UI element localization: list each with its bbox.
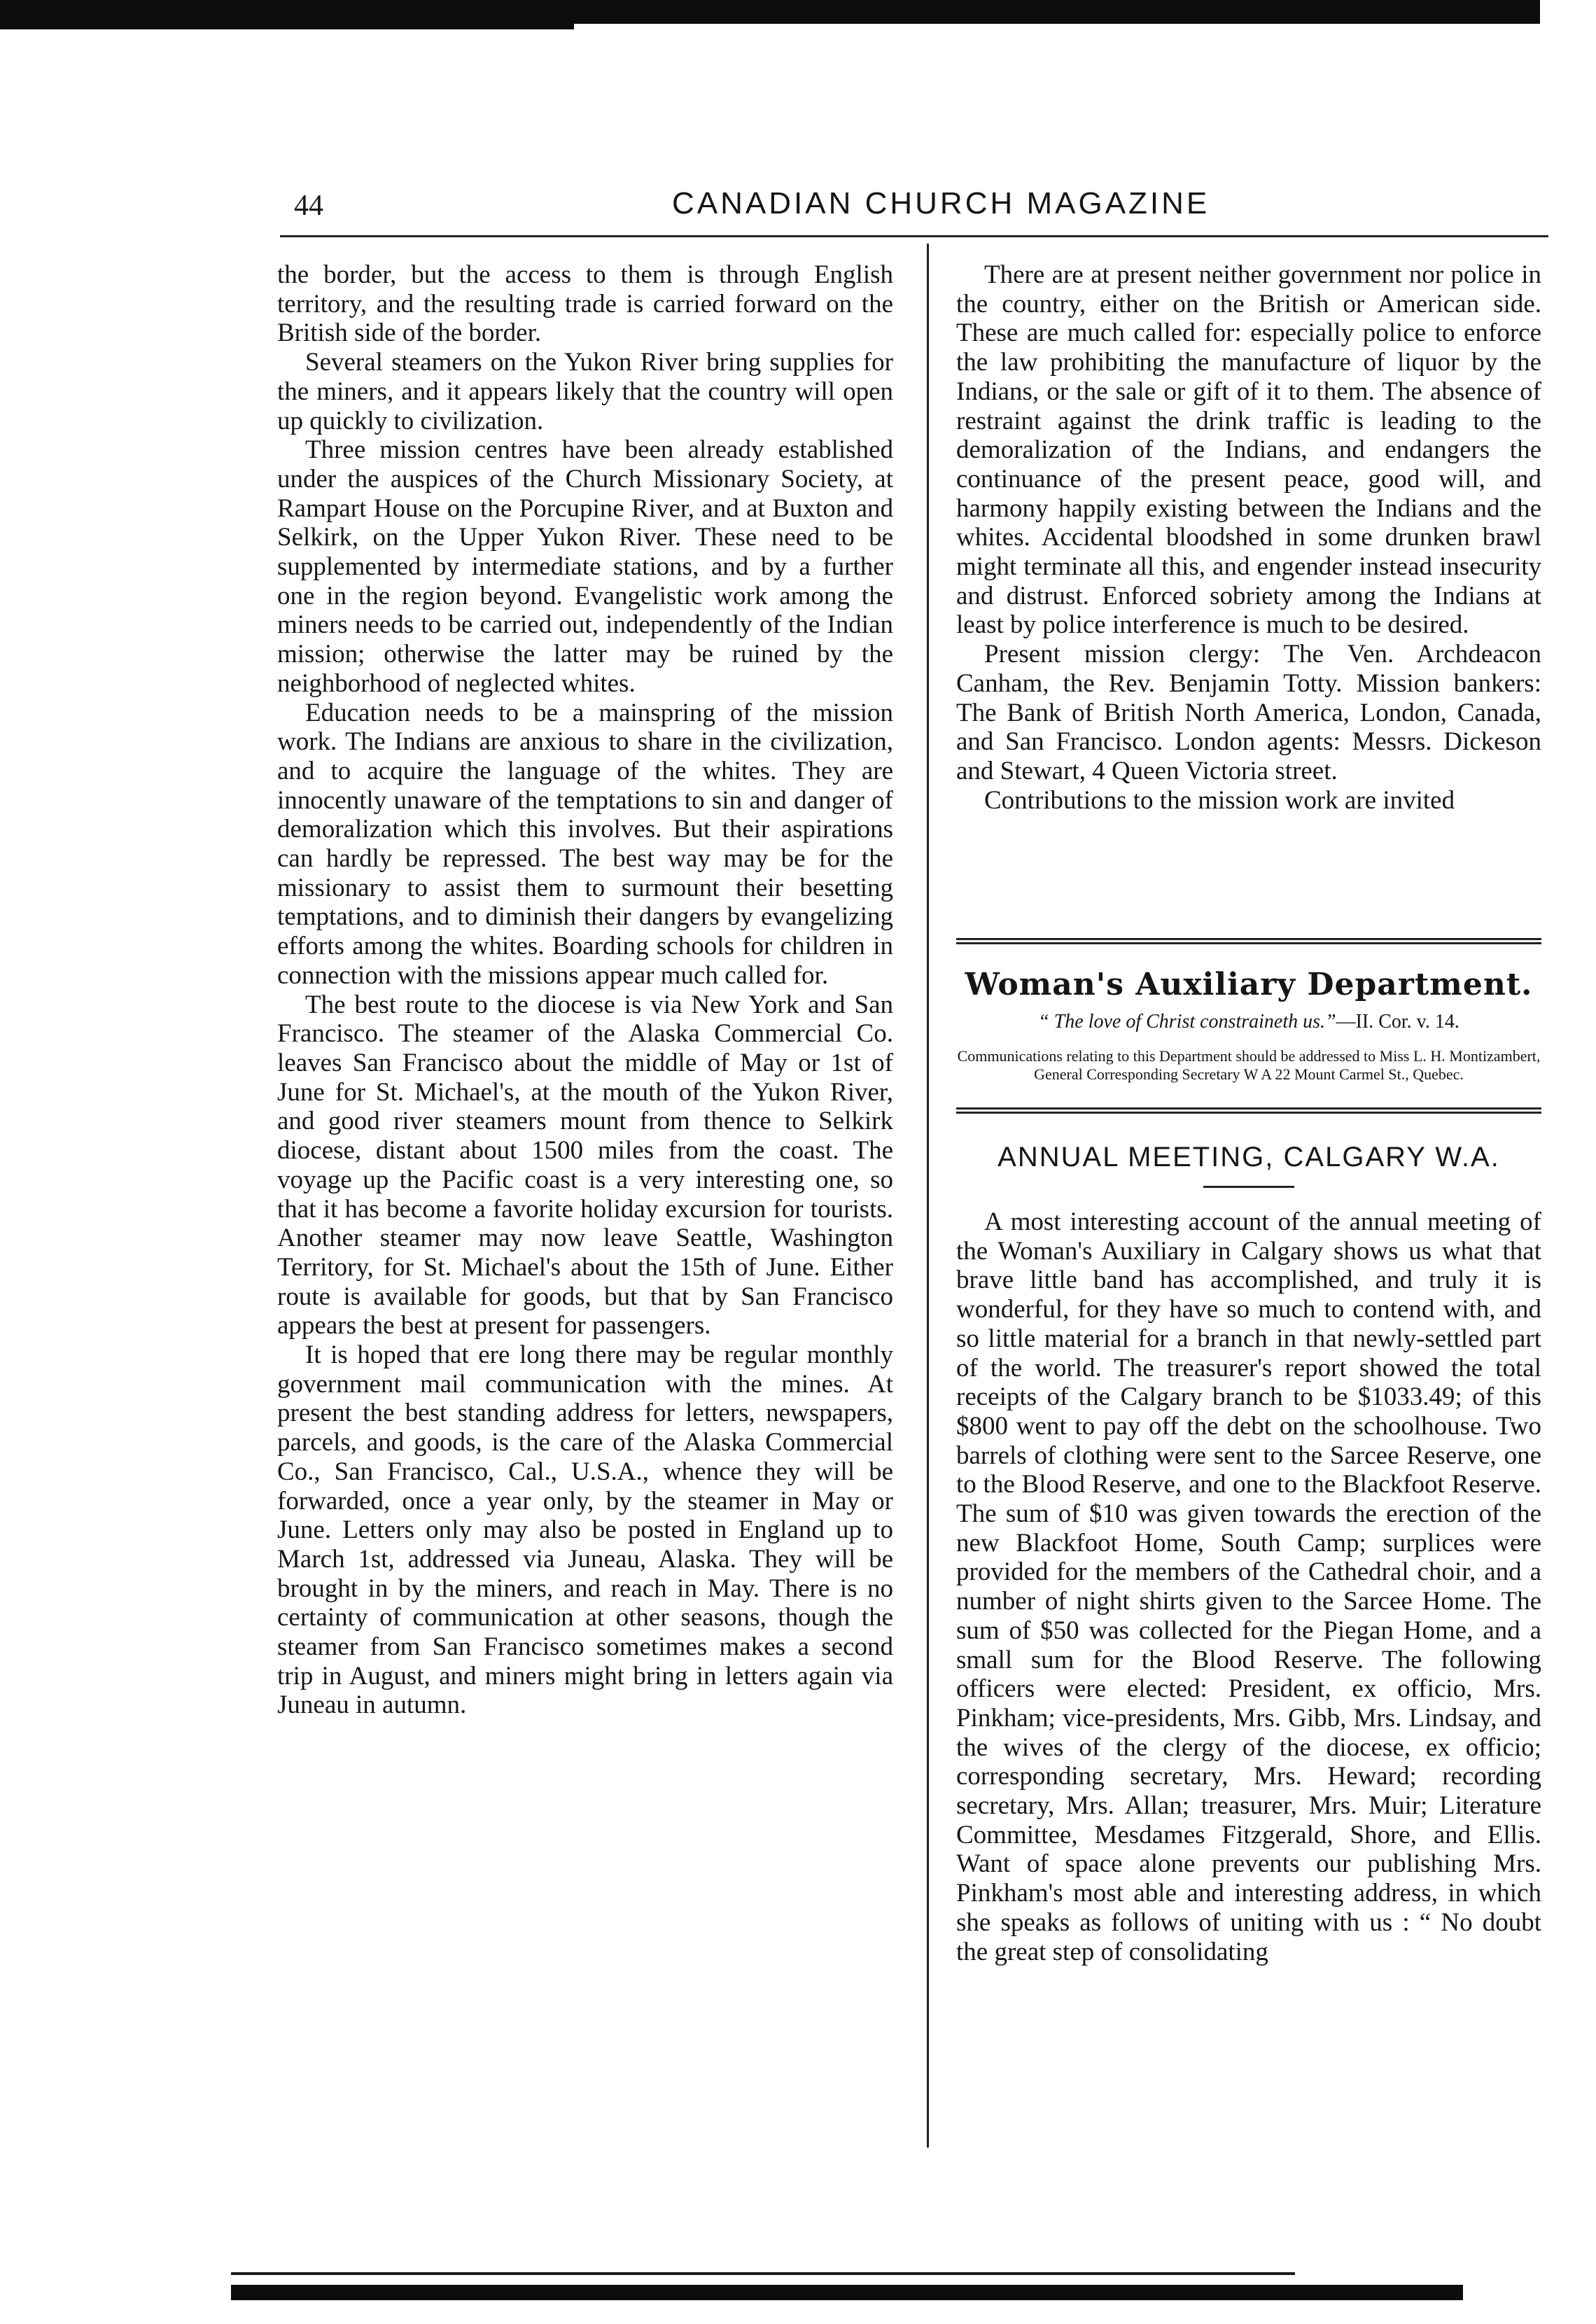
department-note: Communications relating to this Department should be addressed to Miss L. H. Montizambert, General Corresponding Secretary W A 22 Mount Carmel St., Quebec. [957,1047,1541,1083]
section-double-rule [956,938,1541,944]
top-edge-bar [0,0,1540,24]
paragraph: The best route to the diocese is via New York and San Francisco. The steamer of the Alaska Commercial Co. leaves San Francisco about the middle of May or 1st of June for St. Michael's, at the mouth of the Yukon River, and good river steamers mount from thence to Selkirk diocese, distant about 1500 miles from the coast. The voyage up the Pacific coast is a very interesting one, so that it has become a favorite holiday excursion for tourists. Another steamer may now leave Seattle, Washington Territory, for St. Michael's about the 15th of June. Either route is available for goods, but that by San Francisco appears the best at present for passengers. [277,990,893,1340]
bottom-edge-bar [231,2285,1463,2300]
left-column [277,260,893,1720]
column-divider [927,244,929,2148]
womans-auxiliary-section [956,938,1541,1966]
paragraph: Present mission clergy: The Ven. Archdeacon Canham, the Rev. Benjamin Totty. Mission bankers: The Bank of British North America, London, Canada, and San Francisco. London agents: Messrs. Dickeson and Stewart, 4 Queen Victoria street. [956,640,1541,785]
paragraph: Contributions to the mission work are invited [984,785,1455,815]
paragraph: Education needs to be a mainspring of the mission work. The Indians are anxious to share in the civilization, and to acquire the language of the whites. They are innocently unaware of the temptations to sin and danger of demoralization which this involves. But their aspirations can hardly be repressed. The best way may be for the missionary to assist them to surmount their besetting temptations, and to diminish their dangers by evangelizing efforts among the whites. Boarding schools for children in connection with the missions appear much called for. [277,698,893,990]
section-double-rule [956,1107,1541,1114]
article-title: ANNUAL MEETING, CALGARY W.A. [997,1142,1500,1172]
paragraph: Several steamers on the Yukon River bring supplies for the miners, and it appears likely that the country will open up quickly to civilization. [277,348,893,435]
motto-quote: “ The love of Christ constraineth us.” [1038,1011,1336,1032]
paragraph: It is hoped that ere long there may be regular monthly government mail communication with the mines. At present the best standing address for letters, newspapers, parcels, and goods, is the care of the Alaska Commercial Co., San Francisco, Cal., U.S.A., whence they will be forwarded, once a year only, by the steamer in May or June. Letters only may also be posted in England up to March 1st, addressed via Juneau, Alaska. They will be brought in by the miners, and reach in May. There is no certainty of communication at other seasons, though the steamer from San Francisco sometimes makes a second trip in August, and miners might bring in letters again via Juneau in autumn. [277,1340,893,1720]
page-number: 44 [294,190,323,222]
bottom-rule [231,2272,1295,2275]
paragraph: the border, but the access to them is through English territory, and the resulting trade is carried forward on the British side of the border. [277,260,893,348]
title-rule [1203,1186,1294,1188]
magazine-title: CANADIAN CHURCH MAGAZINE [672,186,1210,220]
top-edge-bar-taper [0,24,574,29]
header-rule [280,235,1548,237]
article-text: A most interesting account of the annual meeting of the Woman's Auxiliary in Calgary shows us what that brave little band has accomplished, and truly it is wonderful, for they have so much to contend with, and so little material for a branch in that newly-settled part of the world. The treasurer's report showed the total receipts of the Calgary branch to be $1033.49; of this $800 went to pay off the debt on the schoolhouse. Two barrels of clothing were sent to the Sarcee Reserve, one to the Blood Reserve, and one to the Blackfoot Reserve. The sum of $10 was given towards the erection of the new Blackfoot Home, South Camp; surplices were provided for the members of the Cathedral choir, and a number of night shirts given to the Sarcee Home. The sum of $50 was collected for the Piegan Home, and a small sum for the Blood Reserve. The following officers were elected: President, ex officio, Mrs. Pinkham; vice-presidents, Mrs. Gibb, Mrs. Lindsay, and the wives of the clergy of the diocese, ex officio; corresponding secretary, Mrs. Heward; recording secretary, Mrs. Allan; treasurer, Mrs. Muir; Literature Committee, Mesdames Fitzgerald, Shore, and Ellis. Want of space alone prevents our publishing Mrs. Pinkham's most able and interesting address, in which she speaks as follows of uniting with us : “ No doubt the great step of consolidating [956,1208,1541,1966]
motto-reference: —II. Cor. v. 14. [1336,1011,1460,1032]
paragraph: Three mission centres have been already established under the auspices of the Church Missionary Society, at Rampart House on the Porcupine River, and at Buxton and Selkirk, on the Upper Yukon River. These need to be supplemented by intermediate stations, and by a further one in the region beyond. Evangelistic work among the miners needs to be carried out, independently of the Indian mission; otherwise the latter may be ruined by the neighborhood of neglected whites. [277,435,893,698]
department-title: Woman's Auxiliary Department. [965,967,1533,1002]
paragraph: There are at present neither government nor police in the country, either on the British or American side. These are much called for: especially police to enforce the law prohibiting the manufacture of liquor by the Indians, or the sale or gift of it to them. The absence of restraint against the drink traffic is leading to the demoralization of the Indians, and endangers the continuance of the present peace, good will, and harmony happily existing between the Indians and the whites. Accidental bloodshed in some drunken brawl might terminate all this, and engender instead insecurity and distrust. Enforced sobriety among the Indians at least by police interference is much to be desired. [956,260,1541,640]
department-motto [956,1011,1541,1033]
right-column [956,260,1541,815]
